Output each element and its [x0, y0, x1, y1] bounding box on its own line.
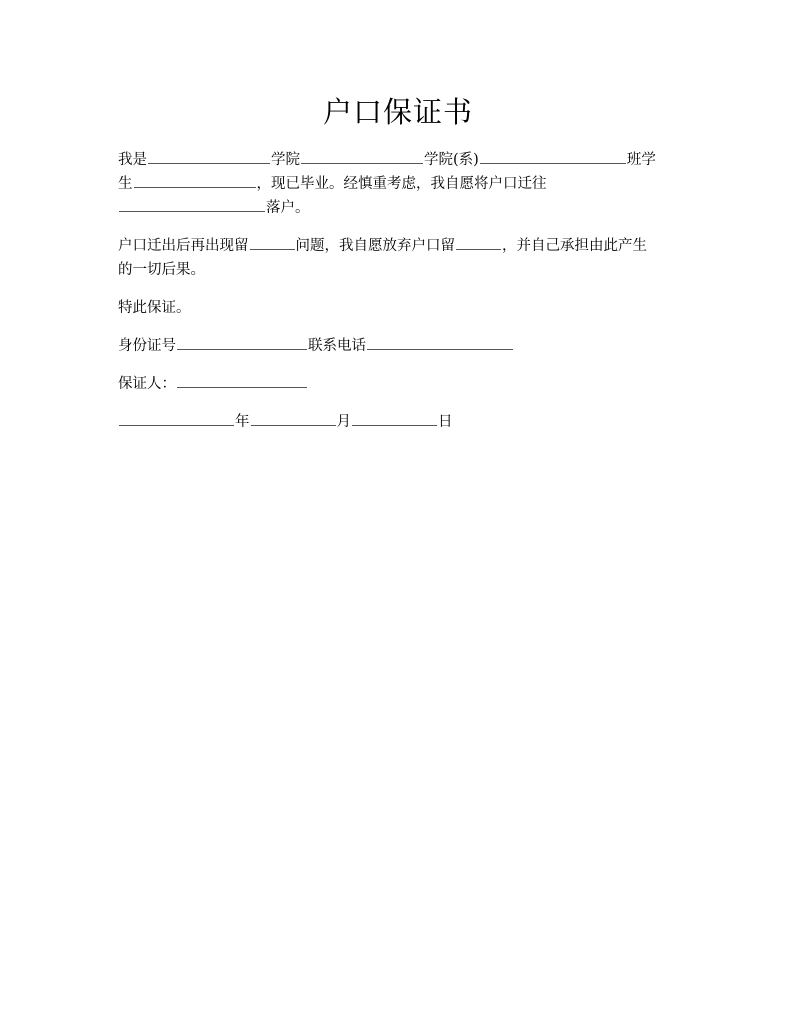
text-segment: ，现已毕业。经慎重考虑，我自愿将户口迁往	[256, 176, 547, 192]
guarantor-label: 保证人：	[118, 376, 176, 392]
line	[118, 148, 688, 172]
paragraph-declaration	[118, 296, 688, 320]
month-label: 月	[336, 414, 351, 430]
document-body	[118, 148, 688, 448]
line	[118, 196, 688, 220]
fill-blank-school[interactable]	[301, 149, 423, 164]
paragraph-guarantor	[118, 372, 688, 396]
text-segment: ，并自己承担由此产生	[502, 238, 647, 254]
fill-blank-department[interactable]	[480, 149, 626, 164]
paragraph-contact	[118, 334, 688, 358]
line	[118, 410, 688, 434]
id-number-blank[interactable]	[177, 335, 307, 350]
text-segment: 落户。	[266, 200, 310, 216]
day-blank[interactable]	[352, 411, 437, 426]
line	[118, 258, 688, 282]
fill-blank-retention[interactable]	[456, 235, 501, 250]
text-segment: 班学	[626, 152, 656, 168]
year-label: 年	[235, 414, 250, 430]
fill-blank-class[interactable]	[134, 173, 256, 188]
paragraph-student-info	[118, 148, 688, 220]
day-label: 日	[438, 414, 453, 430]
year-blank[interactable]	[119, 411, 234, 426]
document-title: 户口保证书	[322, 95, 473, 129]
text-segment: 我是	[118, 152, 147, 168]
guarantor-blank[interactable]	[177, 373, 307, 388]
text-segment: 生	[118, 176, 133, 192]
text-segment: 学院	[271, 152, 300, 168]
paragraph-date	[118, 410, 688, 434]
line	[118, 372, 688, 396]
text-segment: 的一切后果。	[118, 262, 205, 278]
line	[118, 234, 688, 258]
text-segment: 户口迁出后再出现留	[118, 238, 249, 254]
text-segment: 学院(系)	[424, 152, 479, 168]
phone-label: 联系电话	[308, 338, 366, 354]
month-blank[interactable]	[251, 411, 336, 426]
fill-blank-issue[interactable]	[250, 235, 295, 250]
line: 特此保证。	[118, 300, 191, 316]
line	[118, 334, 688, 358]
paragraph-consequences	[118, 234, 688, 282]
fill-blank-college[interactable]	[148, 149, 270, 164]
text-segment: 问题，我自愿放弃户口留	[295, 238, 455, 254]
phone-blank[interactable]	[367, 335, 513, 350]
fill-blank-destination[interactable]	[119, 197, 265, 212]
id-number-label: 身份证号	[118, 338, 176, 354]
line	[118, 172, 688, 196]
